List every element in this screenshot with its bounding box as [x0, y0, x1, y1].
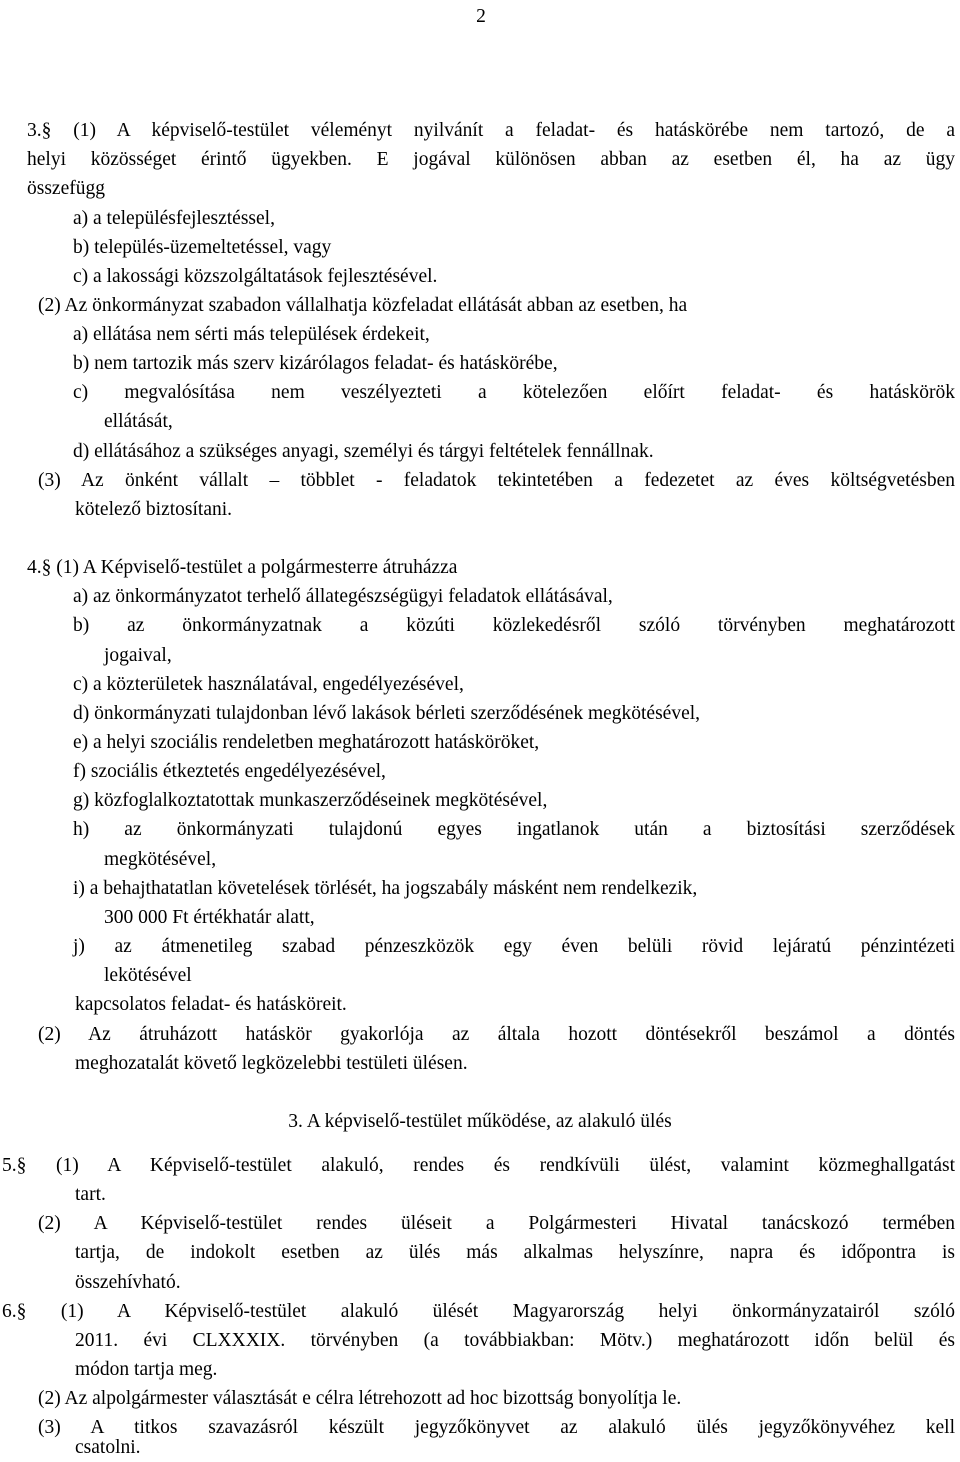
list-item: f) szociális étkeztetés engedélyezésével,	[73, 761, 386, 782]
list-item: j) az átmenetileg szabad pénzeszközök egy éven belüli rövid lejáratú pénzintézeti	[73, 936, 955, 957]
list-item: g) közfoglalkoztatottak munkaszerződéseinek megkötésével,	[73, 790, 548, 811]
section-5-paragraph-2-line: összehívható.	[75, 1272, 181, 1293]
list-item: i) a behajthatatlan követelések törlését, ha jogszabály másként nem rendelkezik,	[73, 878, 698, 899]
section-6-paragraph-1-line: módon tartja meg.	[75, 1359, 218, 1380]
list-item: a) az önkormányzatot terhelő állategészségügyi feladatok ellátásával,	[73, 586, 613, 607]
section-5-paragraph-2-line: tartja, de indokolt esetben az ülés más alkalmas helyszínre, napra és időpontra is	[75, 1242, 955, 1263]
list-item-text: megkötésével	[104, 849, 212, 870]
section-4-paragraph-1-line: kapcsolatos feladat- és hatásköreit.	[75, 994, 347, 1015]
list-item-continuation: ellátását,	[104, 411, 173, 432]
list-item: d) ellátásához a szükséges anyagi, személyi és tárgyi feltételek fennállnak.	[73, 441, 654, 462]
list-item: e) a helyi szociális rendeletben meghatározott hatásköröket,	[73, 732, 540, 753]
list-item: b) az önkormányzatnak a közúti közlekedésről szóló törvényben meghatározott	[73, 615, 955, 636]
section-5-paragraph-1-line: 5.§ (1) A Képviselő-testület alakuló, rendes és rendkívüli ülést, valamint közmeghallgatást	[2, 1155, 955, 1176]
section-6-paragraph-3-line: (3) A titkos szavazásról készült jegyzőkönyvet az alakuló ülés jegyzőkönyvéhez kell	[38, 1417, 955, 1438]
section-5-paragraph-2-line: (2) A Képviselő-testület rendes üléseit a Polgármesteri Hivatal tanácskozó termében	[38, 1213, 955, 1234]
page-number: 2	[476, 6, 486, 27]
list-item-continuation	[104, 845, 216, 874]
section-4-paragraph-1-line: 4.§ (1) A Képviselő-testület a polgármesterre átruházza	[27, 557, 458, 578]
list-item: c) megvalósítása nem veszélyezteti a kötelezően előírt feladat- és hatáskörök	[73, 382, 955, 403]
section-3-paragraph-1-line: 3.§ (1) A képviselő-testület véleményt nyilvánít a feladat- és hatáskörébe nem tartozó, de a	[27, 120, 955, 141]
list-item: a) ellátása nem sérti más települések érdekeit,	[73, 324, 430, 345]
section-3-paragraph-3-line: (3) Az önként vállalt – többlet - feladatok tekintetében a fedezetet az éves költségvetésben	[38, 470, 955, 491]
list-item: d) önkormányzati tulajdonban lévő lakások bérleti szerződésének megkötésével,	[73, 703, 701, 724]
section-6-paragraph-1-line: 2011. évi CLXXXIX. törvényben (a továbbiakban: Mötv.) meghatározott időn belül és	[75, 1330, 955, 1351]
section-4-paragraph-2-line: meghozatalát követő legközelebbi testületi ülésen.	[75, 1053, 468, 1074]
section-6-paragraph-1-line: 6.§ (1) A Képviselő-testület alakuló ülését Magyarország helyi önkormányzatairól szóló	[2, 1301, 955, 1322]
section-3-paragraph-1-line: helyi közösséget érintő ügyekben. E jogával különösen abban az esetben él, ha az ügy	[27, 149, 955, 170]
section-heading: 3. A képviselő-testület működése, az alakuló ülés	[288, 1111, 672, 1132]
list-item: h) az önkormányzati tulajdonú egyes ingatlanok után a biztosítási szerződések	[73, 819, 955, 840]
list-item: c) a közterületek használatával, engedélyezésével,	[73, 674, 464, 695]
section-3-paragraph-1-line: összefügg	[27, 178, 105, 199]
section-3-paragraph-3-line: kötelező biztosítani.	[75, 499, 233, 520]
list-item-continuation: 300 000 Ft értékhatár alatt,	[104, 907, 315, 928]
list-item: b) település-üzemeltetéssel, vagy	[73, 237, 332, 258]
list-item-continuation: lekötésével	[104, 965, 192, 986]
list-item: a) a településfejlesztéssel,	[73, 208, 275, 229]
section-5-paragraph-1-line: tart.	[75, 1184, 106, 1205]
list-item: c) a lakossági közszolgáltatások fejlesztésével.	[73, 266, 438, 287]
section-6-paragraph-3-line: csatolni.	[75, 1437, 141, 1458]
underlined-comma: ,	[211, 849, 217, 870]
list-item-continuation: jogaival,	[104, 645, 172, 666]
section-3-paragraph-2-line: (2) Az önkormányzat szabadon vállalhatja közfeladat ellátását abban az esetben, ha	[38, 295, 688, 316]
list-item: b) nem tartozik más szerv kizárólagos feladat- és hatáskörébe,	[73, 353, 558, 374]
section-4-paragraph-2-line: (2) Az átruházott hatáskör gyakorlója az általa hozott döntésekről beszámol a döntés	[38, 1024, 955, 1045]
section-6-paragraph-2-line: (2) Az alpolgármester választását e célra létrehozott ad hoc bizottság bonyolítja le.	[38, 1388, 682, 1409]
